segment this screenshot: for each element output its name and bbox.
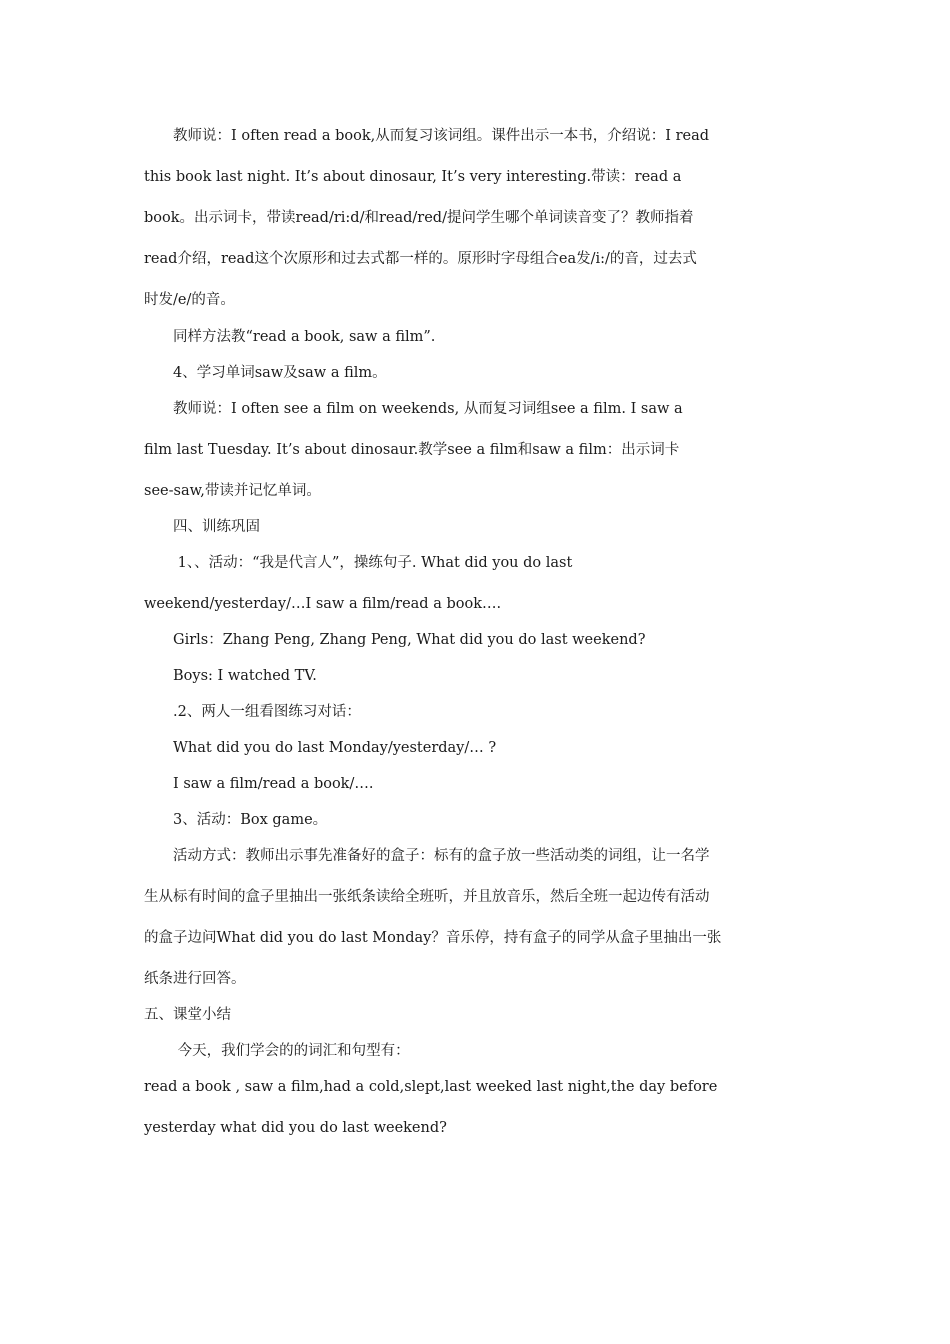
text-line: Boys: I watched TV. (144, 668, 317, 684)
text-line: 纸条进行回答。 (144, 971, 246, 987)
text-line: 教师说：I often read a book,从而复习该词组。课件出示一本书，介绍说：I read (144, 128, 710, 144)
text-line: book。出示词卡，带读read/ri:d/和read/red/提问学生哪个单词读音变了？教师指着 (144, 210, 694, 226)
section-heading: 五、课堂小结 (144, 1007, 231, 1023)
text-line: 今天，我们学会的的词汇和句型有： (144, 1043, 410, 1059)
text-line: 教师说：I often see a film on weekends, 从而复习词组see a film. I saw a (144, 401, 683, 417)
text-line: read a book , saw a film,had a cold,slept,last weeked last night,the day before (144, 1079, 718, 1095)
text-line: 生从标有时间的盒子里抽出一张纸条读给全班听，并且放音乐，然后全班一起边传有活动 (144, 889, 710, 905)
text-line: I saw a film/read a book/…. (144, 776, 374, 792)
text-line: film last Tuesday. It’s about dinosaur.教学see a film和saw a film：出示词卡 (144, 442, 680, 458)
text-line: 活动方式：教师出示事先准备好的盒子：标有的盒子放一些活动类的词组，让一名学 (144, 848, 710, 864)
text-line: 时发/e/的音。 (144, 292, 235, 308)
text-line: 1、、活动：“我是代言人”，操练句子. What did you do last (144, 555, 573, 571)
text-line: 的盒子边问What did you do last Monday？音乐停，持有盒子的同学从盒子里抽出一张 (144, 930, 722, 946)
section-heading: 四、训练巩固 (144, 519, 260, 535)
text-line: 3、活动：Box game。 (144, 812, 328, 828)
text-line: read介绍，read这个次原形和过去式都一样的。原形时字母组合ea发/i:/的音，过去式 (144, 251, 697, 267)
text-line: 同样方法教“read a book, saw a film”. (144, 329, 436, 345)
text-line: Girls：Zhang Peng, Zhang Peng, What did you do last weekend? (144, 632, 646, 648)
text-line: yesterday what did you do last weekend? (144, 1120, 447, 1136)
text-line: What did you do last Monday/yesterday/… ? (144, 740, 497, 756)
text-line: .2、两人一组看图练习对话： (144, 704, 361, 720)
text-line: see-saw,带读并记忆单词。 (144, 483, 321, 499)
text-line: this book last night. It’s about dinosaur, It’s very interesting.带读：read a (144, 169, 682, 185)
text-line: 4、学习单词saw及saw a film。 (144, 365, 387, 381)
text-line: weekend/yesterday/…I saw a film/read a book…. (144, 596, 502, 612)
